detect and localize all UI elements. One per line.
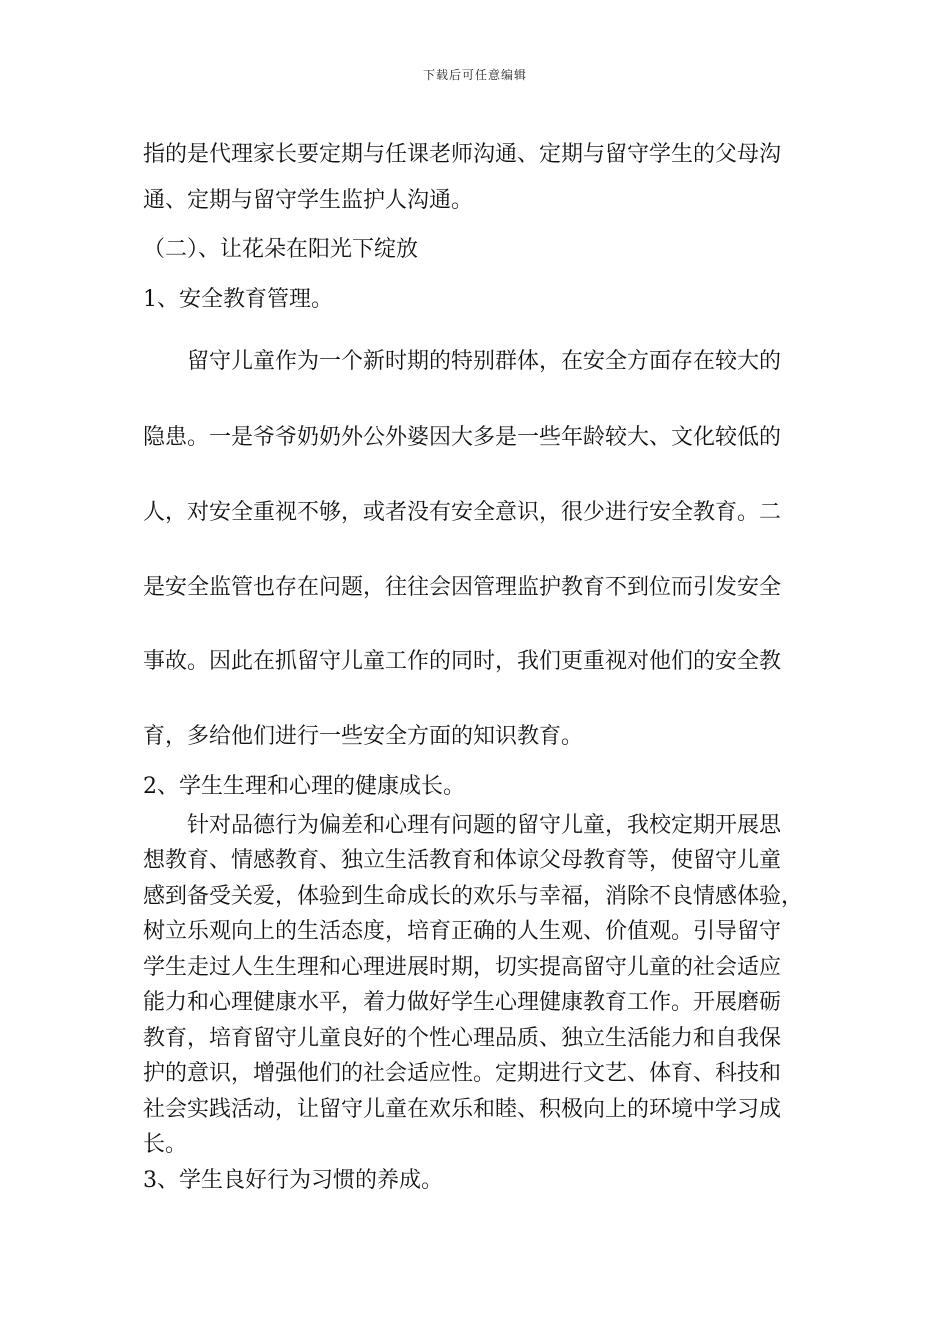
paragraph-line: 感到备受关爱，体验到生命成长的欢乐与幸福，消除不良情感体验， xyxy=(143,884,804,909)
paragraph-line: 社会实践活动，让留守儿童在欢乐和睦、积极向上的环境中学习成 xyxy=(143,1097,782,1122)
paragraph-line: 隐患。一是爷爷奶奶外公外婆因大多是一些年龄较大、文化较低的 xyxy=(143,425,782,450)
paragraph-line: 育，多给他们进行一些安全方面的知识教育。 xyxy=(143,724,584,749)
subsection-heading: 1、安全教育管理。 xyxy=(143,287,333,312)
paragraph-line: 想教育、情感教育、独立生活教育和体谅父母教育等，使留守儿童 xyxy=(143,848,782,873)
paragraph-line: 通、定期与留守学生监护人沟通。 xyxy=(143,188,474,213)
paragraph-line: 学生走过人生生理和心理进展时期，切实提高留守儿童的社会适应 xyxy=(143,955,782,980)
paragraph-line: 是安全监管也存在问题，往往会因管理监护教育不到位而引发安全 xyxy=(143,575,782,600)
paragraph-line: 针对品德行为偏差和心理有问题的留守儿童，我校定期开展思 xyxy=(187,813,782,838)
paragraph-line: 留守儿童作为一个新时期的特别群体，在安全方面存在较大的 xyxy=(187,349,782,374)
paragraph-line: 指的是代理家长要定期与任课老师沟通、定期与留守学生的父母沟 xyxy=(143,142,782,167)
subsection-heading: 2、学生生理和心理的健康成长。 xyxy=(143,774,465,799)
paragraph-line: 护的意识，增强他们的社会适应性。定期进行文艺、体育、科技和 xyxy=(143,1061,782,1086)
paragraph-line: 教育，培育留守儿童良好的个性心理品质、独立生活能力和自我保 xyxy=(143,1026,782,1051)
section-heading: （二）、让花朵在阳光下绽放 xyxy=(143,237,419,262)
paragraph-line: 事故。因此在抓留守儿童工作的同时，我们更重视对他们的安全教 xyxy=(143,649,782,674)
page-header: 下载后可任意编辑 xyxy=(422,68,527,82)
subsection-heading: 3、学生良好行为习惯的养成。 xyxy=(143,1168,443,1193)
paragraph-line: 长。 xyxy=(143,1132,188,1157)
paragraph-line: 能力和心理健康水平，着力做好学生心理健康教育工作。开展磨砺 xyxy=(143,990,782,1015)
paragraph-line: 树立乐观向上的生活态度，培育正确的人生观、价值观。引导留守 xyxy=(143,919,782,944)
paragraph-line: 人，对安全重视不够，或者没有安全意识，很少进行安全教育。二 xyxy=(143,500,782,525)
